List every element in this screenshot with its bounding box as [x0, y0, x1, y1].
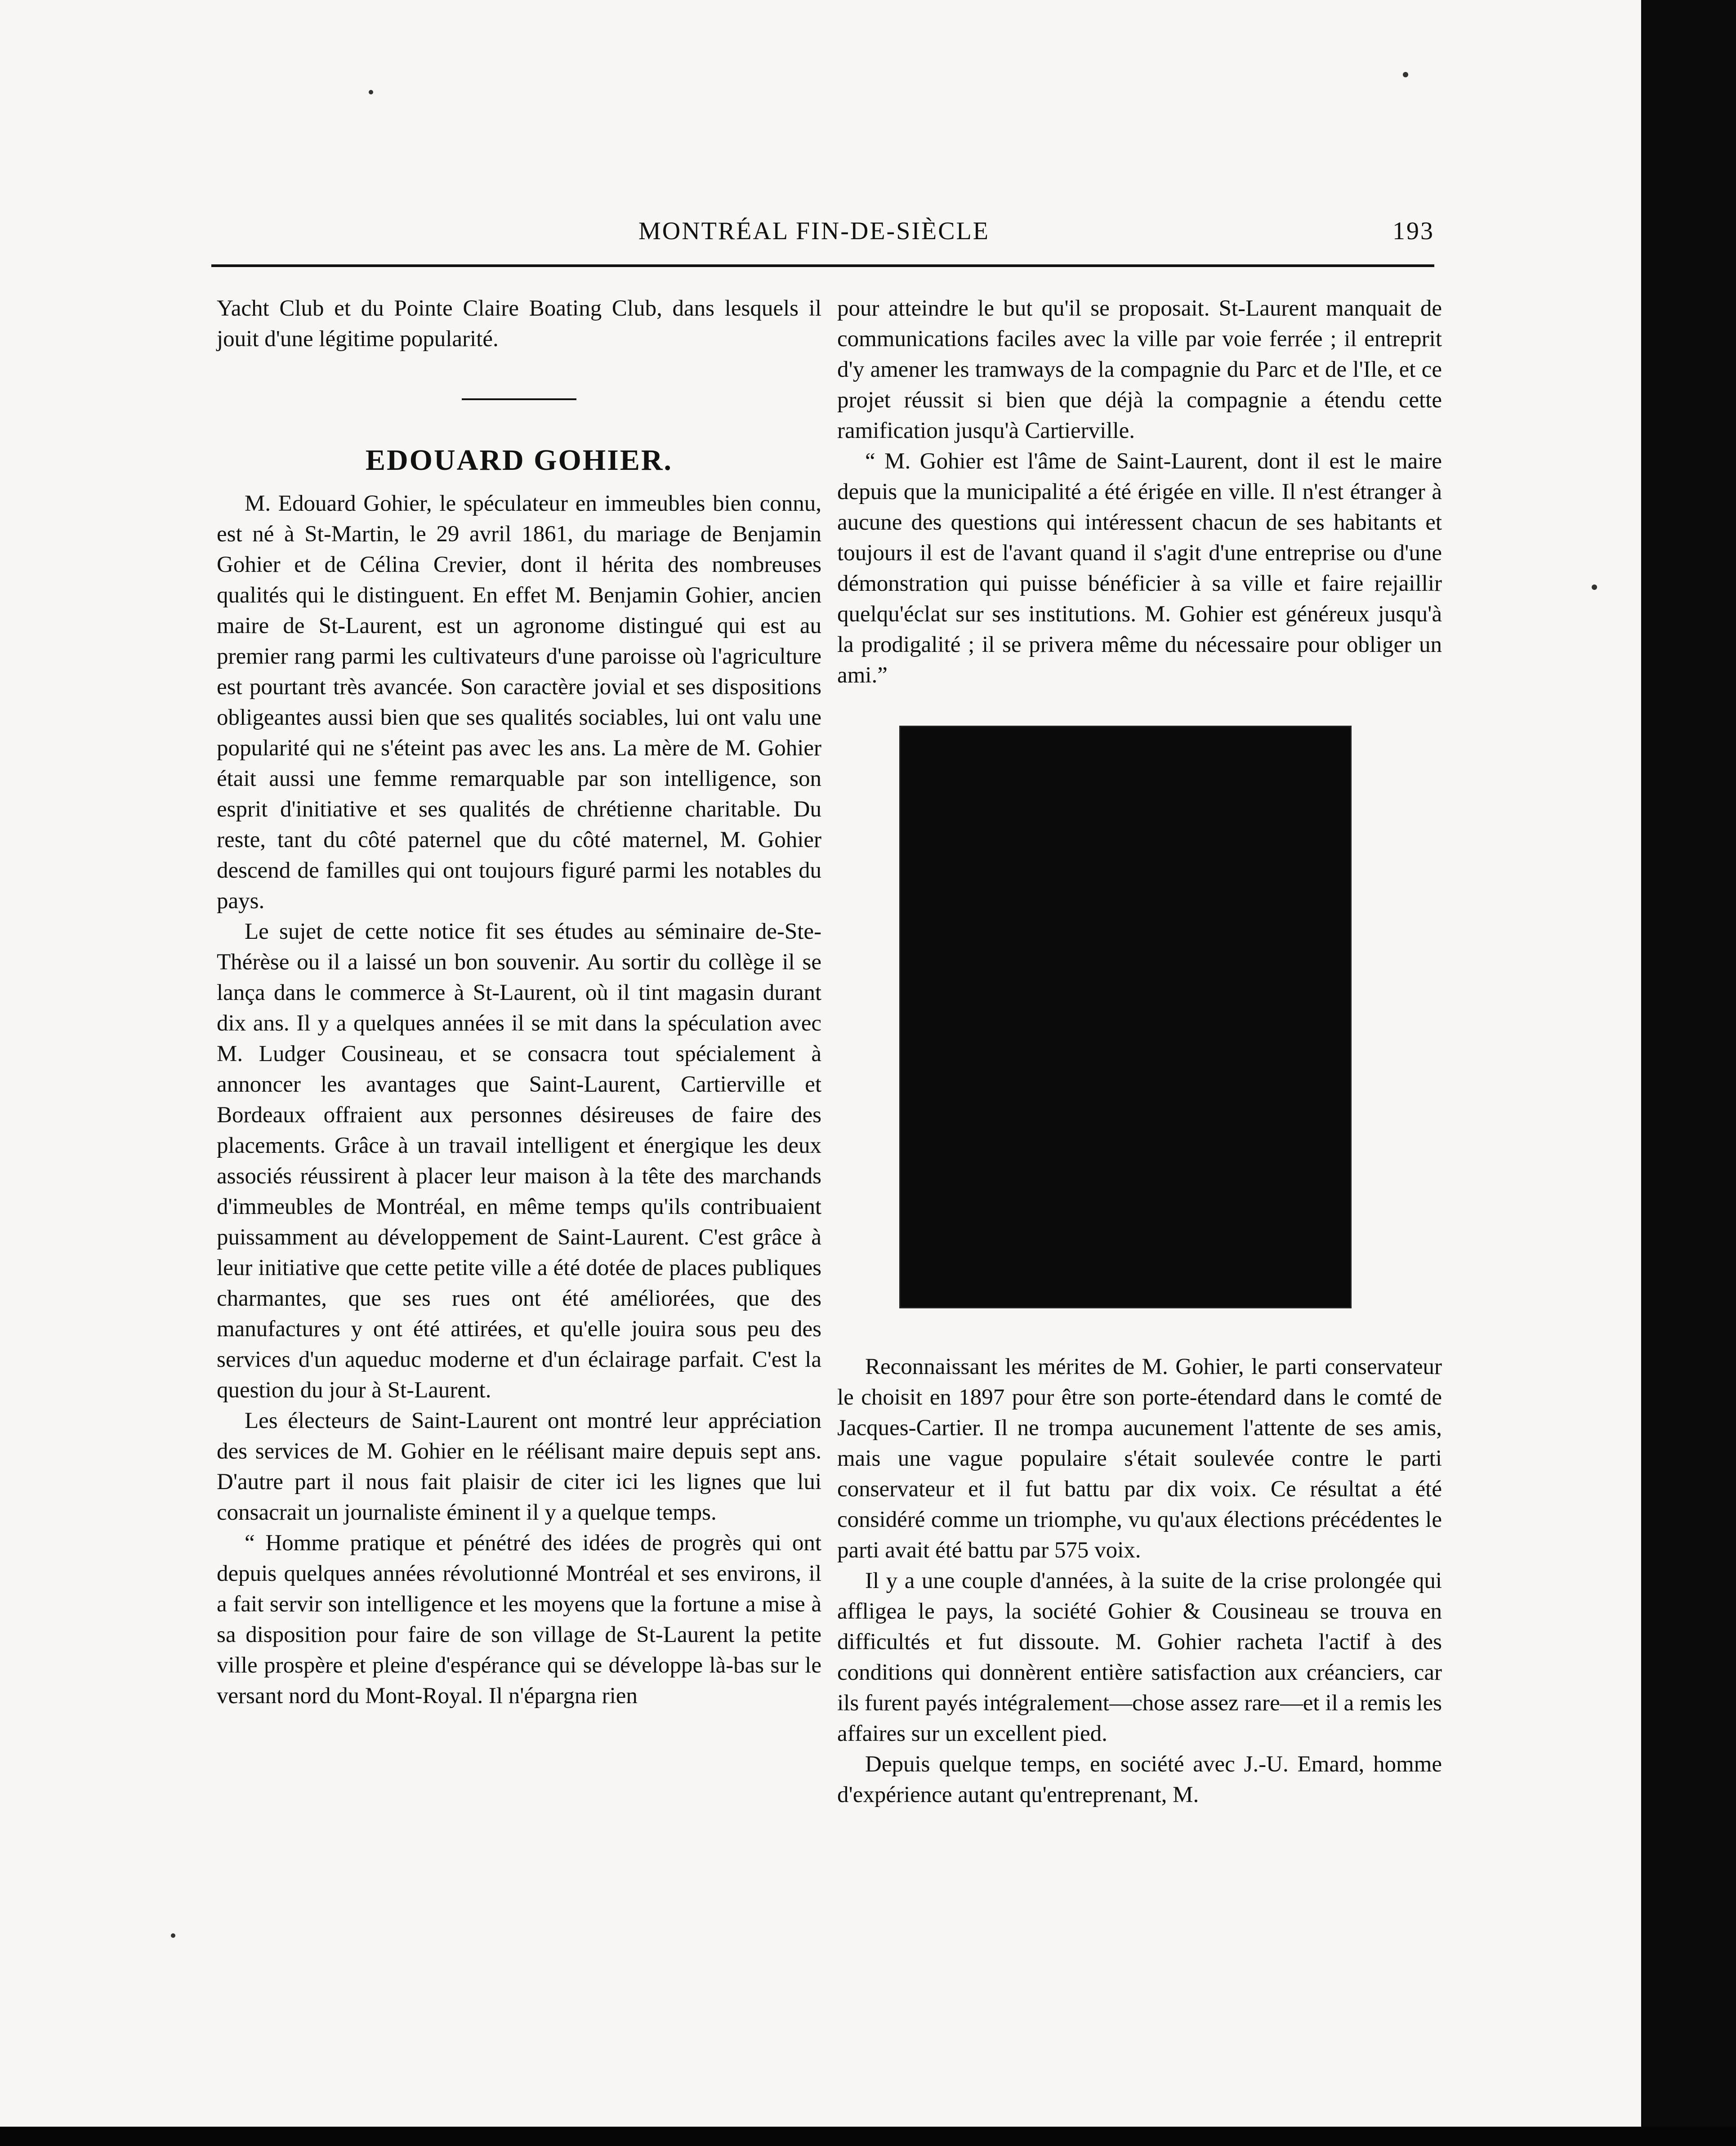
page-number: 193 [1392, 217, 1434, 245]
scan-speck [171, 1933, 175, 1938]
left-column [217, 293, 821, 1711]
right-column [837, 293, 1442, 1810]
paragraph: Le sujet de cette notice fit ses études au séminaire de-Ste-Thérèse ou il a laissé un bon souvenir. Au sortir du collège il se lança dans le commerce à St-Laurent, où il tint magasin durant dix ans. Il y a quelques années il se mit dans la spéculation avec M. Ludger Cousineau, et se consacra tout spécialement à annoncer les avantages que Saint-Laurent, Cartierville et Bordeaux offraient aux personnes désireuses de faire des placements. Grâce à un travail intelligent et énergique les deux associés réussirent à placer leur maison à la tête des marchands d'immeubles de Montréal, en même temps qu'ils contribuaient puissamment au développement de Saint-Laurent. C'est grâce à leur initiative que cette petite ville a été dotée de places publiques charmantes, que ses rues ont été améliorées, que des manufactures y ont été attirées, et qu'elle jouira sous peu des services d'un aqueduc moderne et d'un éclairage parfait. C'est la question du jour à St-Laurent. [217, 919, 821, 1403]
portrait-photo [899, 726, 1352, 1308]
quotation-paragraph: “ M. Gohier est l'âme de Saint-Laurent, dont il est le maire depuis que la municipalité a été érigée en ville. Il n'est étranger à aucune des questions qui intéressent chacun de ses habitants et toujours il est de l'avant quand il s'agit d'une entreprise ou d'une démonstration qui puisse bénéficier à sa ville et faire rejaillir quelqu'éclat sur ses institutions. M. Gohier est généreux jusqu'à la prodigalité ; il se privera même du nécessaire pour obliger un ami.” [837, 449, 1442, 688]
section-divider [462, 398, 576, 400]
paragraph: Reconnaissant les mérites de M. Gohier, le parti conservateur le choisit en 1897 pour être son porte-étendard dans le comté de Jacques-Cartier. Il ne trompa aucunement l'attente de ses amis, mais une vague populaire s'était soulevée contre le parti conservateur et il fut battu par dix voix. Ce résultat a été considéré comme un triomphe, vu qu'aux élections précédentes le parti avait été battu par 575 voix. [837, 1354, 1442, 1563]
paragraph: Les électeurs de Saint-Laurent ont montré leur appréciation des services de M. Gohier en le réélisant maire depuis sept ans. D'autre part il nous fait plaisir de citer ici les lignes que lui consacrait un journaliste éminent il y a quelque temps. [217, 1408, 821, 1525]
scan-border-right [1641, 0, 1736, 2146]
article-title: EDOUARD GOHIER. [365, 444, 673, 477]
page-header [211, 217, 1434, 253]
paragraph: M. Edouard Gohier, le spéculateur en immeubles bien connu, est né à St-Martin, le 29 avril 1861, du mariage de Benjamin Gohier et de Célina Crevier, dont il hérita des nombreuses qualités qui le distinguent. En effet M. Benjamin Gohier, ancien maire de St-Laurent, est un agronome distingué qui est au premier rang parmi les cultivateurs d'une paroisse où l'agriculture est pourtant très avancée. Son caractère jovial et ses dispositions obligeantes aussi bien que ses qualités sociables, lui ont valu une popularité qui ne s'éteint pas avec les ans. La mère de M. Gohier était aussi une femme remarquable par son intelligence, son esprit d'initiative et ses qualités de chrétienne charitable. Du reste, tant du côté paternel que du côté maternel, M. Gohier descend de familles qui ont toujours figuré parmi les notables du pays. [217, 491, 821, 914]
continued-paragraph: Yacht Club et du Pointe Claire Boating Club, dans lesquels il jouit d'une légitime popularité. [217, 296, 821, 352]
running-title: MONTRÉAL FIN-DE-SIÈCLE [638, 217, 990, 245]
scan-speck [1592, 584, 1597, 590]
header-rule [211, 264, 1434, 267]
scan-border-bottom [0, 2127, 1736, 2146]
scan-speck [369, 90, 373, 94]
paragraph: Il y a une couple d'années, à la suite de la crise prolongée qui affligea le pays, la société Gohier & Cousineau se trouva en difficultés et fut dissoute. M. Gohier racheta l'actif à des conditions qui donnèrent entière satisfaction aux créanciers, car ils furent payés intégralement—chose assez rare—et il a remis les affaires sur un excellent pied. [837, 1568, 1442, 1746]
paragraph: Depuis quelque temps, en société avec J.-U. Emard, homme d'expérience autant qu'entreprenant, M. [837, 1752, 1442, 1807]
quotation-continued: pour atteindre le but qu'il se proposait. St-Laurent manquait de communications faciles avec la ville par voie ferrée ; il entreprit d'y amener les tramways de la compagnie du Parc et de l'Ile, et ce projet réussit si bien que déjà la compagnie a étendu cette ramification jusqu'à Cartierville. [837, 296, 1442, 443]
scan-speck [1403, 72, 1408, 77]
quotation-paragraph: “ Homme pratique et pénétré des idées de progrès qui ont depuis quelques années révolutionné Montréal et ses environs, il a fait servir son intelligence et les moyens que la fortune a mise à sa disposition pour faire de son village de St-Laurent la petite ville prospère et pleine d'espérance qui se développe là-bas sur le versant nord du Mont-Royal. Il n'épargna rien [217, 1530, 821, 1709]
